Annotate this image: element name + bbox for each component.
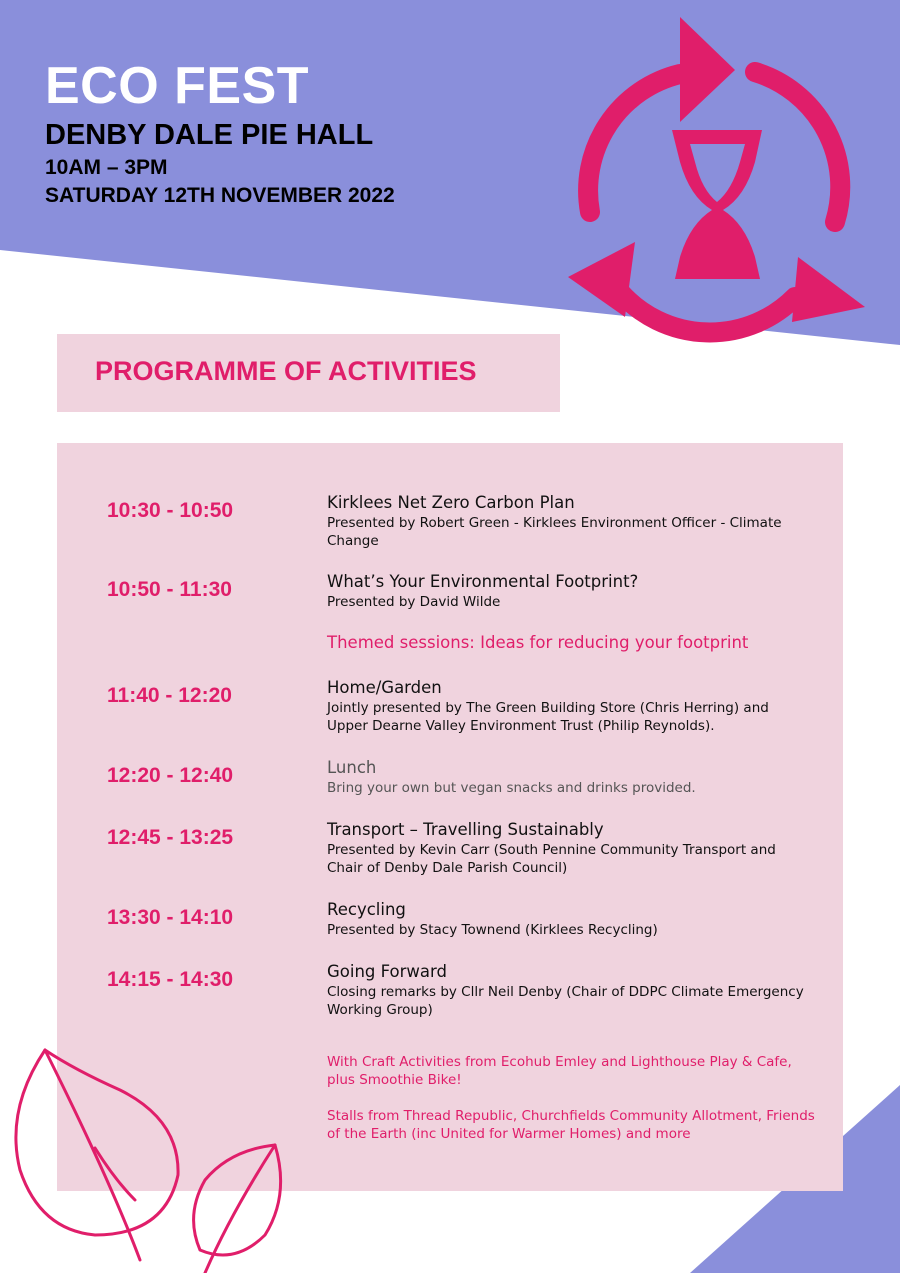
stalls-note: Stalls from Thread Republic, Churchfields Community Allotment, Friends of the Earth (inc United for Warmer Homes) and more (327, 1108, 815, 1142)
item-time: 13:30 - 14:10 (107, 906, 234, 929)
item-title: Going Forward (327, 962, 447, 981)
event-time: 10AM – 3PM (45, 156, 168, 179)
item-description: Presented by Stacy Townend (Kirklees Recycling) (327, 922, 658, 938)
item-title: Recycling (327, 900, 406, 919)
leaves-icon (0, 1040, 320, 1273)
item-description: Jointly presented by The Green Building Store (Chris Herring) and Upper Dearne Valley Environment Trust (Philip Reynolds). (327, 700, 769, 734)
item-description: Closing remarks by Cllr Neil Denby (Chair of DDPC Climate Emergency Working Group) (327, 984, 804, 1018)
item-time: 11:40 - 12:20 (107, 684, 232, 707)
recycle-hourglass-icon (560, 12, 870, 347)
item-time: 10:50 - 11:30 (107, 578, 232, 601)
item-time: 12:20 - 12:40 (107, 764, 234, 787)
item-time: 10:30 - 10:50 (107, 499, 234, 522)
programme-heading-box (57, 334, 560, 412)
event-date: SATURDAY 12TH NOVEMBER 2022 (45, 184, 395, 207)
item-title: What’s Your Environmental Footprint? (327, 572, 639, 591)
item-description: Bring your own but vegan snacks and drinks provided. (327, 780, 696, 796)
item-title: Lunch (327, 758, 377, 777)
item-description: Presented by David Wilde (327, 594, 501, 610)
item-title: Kirklees Net Zero Carbon Plan (327, 493, 575, 512)
item-description: Presented by Robert Green - Kirklees Environment Officer - Climate Change (327, 515, 782, 549)
item-description: Presented by Kevin Carr (South Pennine Community Transport and Chair of Denby Dale Parish Council) (327, 842, 776, 876)
item-title: Home/Garden (327, 678, 442, 697)
item-title: Transport – Travelling Sustainably (327, 820, 604, 839)
event-header (45, 58, 395, 210)
event-title: ECO FEST (45, 57, 310, 115)
event-venue: DENBY DALE PIE HALL (45, 119, 374, 151)
craft-activities-note: With Craft Activities from Ecohub Emley and Lighthouse Play & Cafe, plus Smoothie Bike! (327, 1054, 792, 1088)
themed-sessions-note: Themed sessions: Ideas for reducing your footprint (327, 633, 749, 652)
programme-heading: PROGRAMME OF ACTIVITIES (95, 356, 477, 386)
item-time: 14:15 - 14:30 (107, 968, 234, 991)
item-time: 12:45 - 13:25 (107, 826, 234, 849)
